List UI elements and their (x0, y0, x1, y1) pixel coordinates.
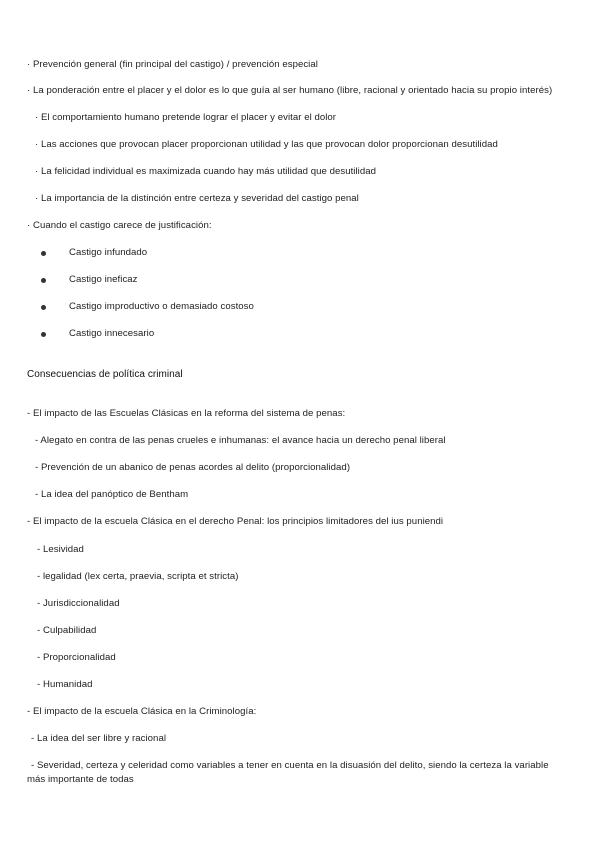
list-item: - Alegato en contra de las penas crueles e inhumanas: el avance hacia un derecho penal liberal (35, 435, 446, 446)
list-item: - Proporcionalidad (37, 652, 116, 663)
text-ponderacion: · La ponderación entre el placer y el dolor es lo que guía al ser humano (libre, racional y orientado hacia su propio interés) (27, 85, 553, 96)
list-item: Castigo ineficaz (69, 274, 138, 285)
list-item: - La idea del panóptico de Bentham (35, 489, 189, 500)
list-item: · La importancia de la distinción entre certeza y severidad del castigo penal (35, 193, 359, 204)
list-item: · Las acciones que provocan placer proporcionan utilidad y las que provocan dolor proporcionan desutilidad (35, 139, 498, 150)
list-item: - Severidad, certeza y celeridad como variables a tener en cuenta en la disuasión del delito, siendo la certeza la variable más importante de todas (27, 760, 549, 785)
list-item: Castigo innecesario (69, 328, 155, 339)
list-item: · La felicidad individual es maximizada cuando hay más utilidad que desutilidad (35, 166, 376, 177)
list-item: - La idea del ser libre y racional (31, 733, 167, 744)
list-item: · El comportamiento humano pretende lograr el placer y evitar el dolor (35, 112, 337, 123)
text-impacto-criminologia: - El impacto de la escuela Clásica en la Criminología: (27, 706, 257, 717)
list-item: Castigo infundado (69, 247, 148, 258)
section-heading: Consecuencias de política criminal (27, 369, 183, 380)
list-item: Castigo improductivo o demasiado costoso (69, 301, 254, 312)
list-item: - Lesividad (37, 544, 84, 555)
list-item: - Humanidad (37, 679, 93, 690)
text-prevencion: · Prevención general (fin principal del castigo) / prevención especial (27, 59, 318, 70)
bullet-dot-icon (41, 278, 46, 283)
list-item: - Prevención de un abanico de penas acordes al delito (proporcionalidad) (35, 462, 351, 473)
text-impacto-penas: - El impacto de las Escuelas Clásicas en la reforma del sistema de penas: (27, 408, 346, 419)
text-impacto-derecho: - El impacto de la escuela Clásica en el derecho Penal: los principios limitadores del ius puniendi (27, 516, 444, 527)
list-item: - Culpabilidad (37, 625, 97, 636)
bullet-dot-icon (41, 251, 46, 256)
list-item: - Jurisdiccionalidad (37, 598, 120, 609)
text-cuando: · Cuando el castigo carece de justificación: (27, 220, 212, 231)
bullet-dot-icon (41, 305, 46, 310)
list-item: - legalidad (lex certa, praevia, scripta et stricta) (37, 571, 239, 582)
bullet-dot-icon (41, 332, 46, 337)
